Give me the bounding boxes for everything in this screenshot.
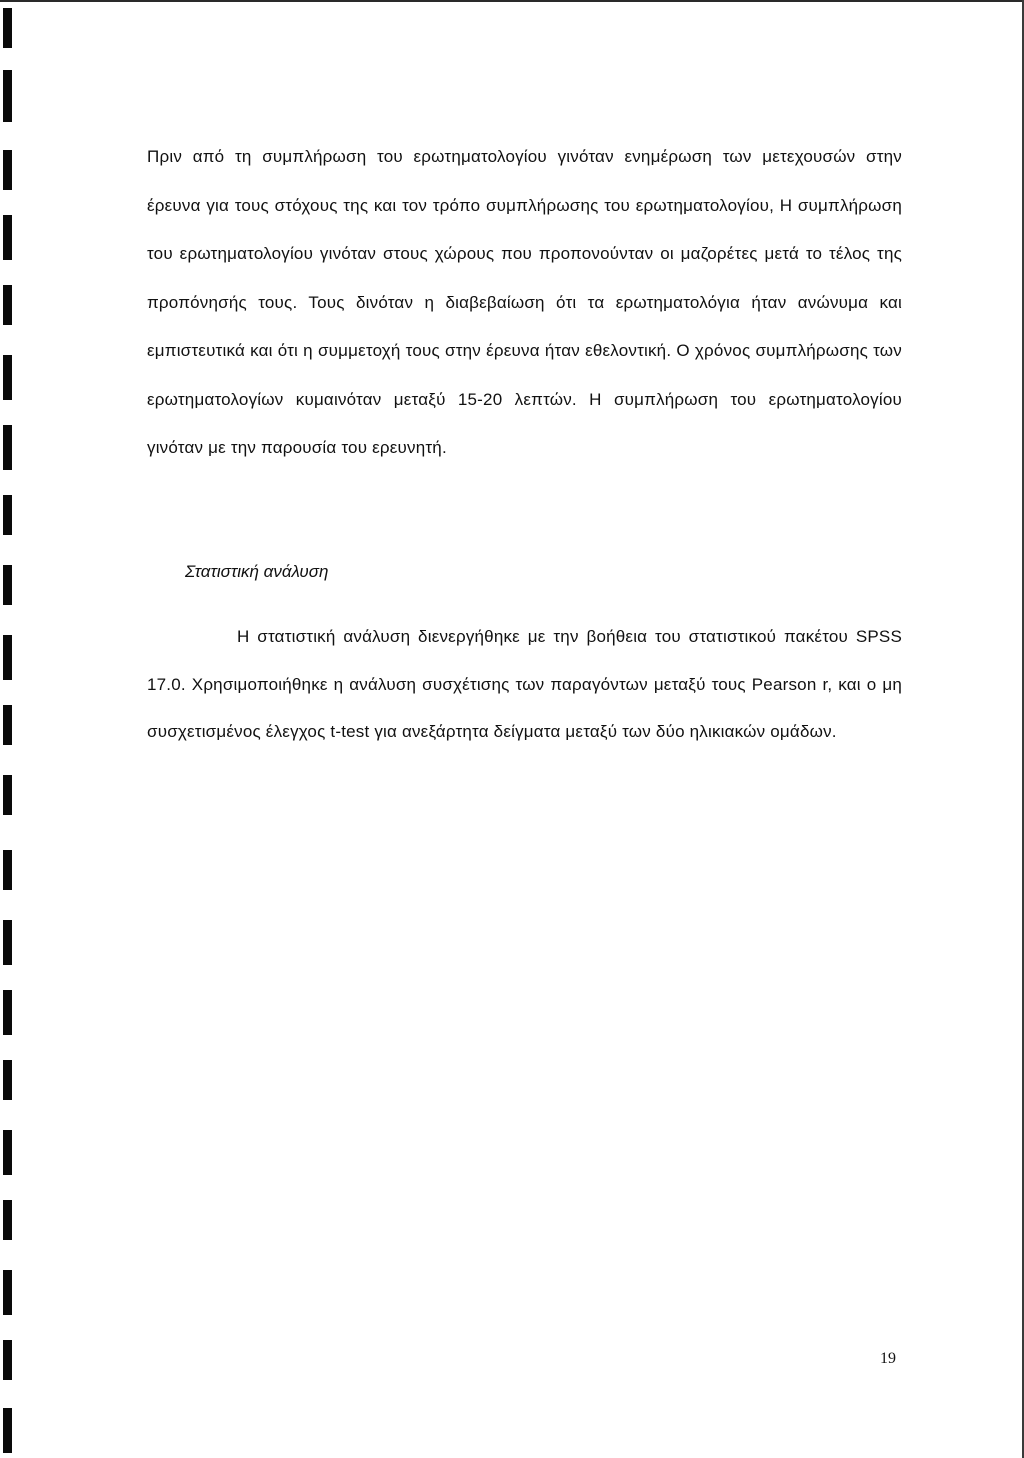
section-heading-statistical-analysis: Στατιστική ανάλυση <box>185 562 329 581</box>
page-number: 19 <box>880 1350 896 1367</box>
body-paragraph-statistics: Η στατιστική ανάλυση διενεργήθηκε με την βοήθεια του στατιστικού πακέτου SPSS 17.0. Χρησιμοποιήθηκε η ανάλυση συσχέτισης των παραγόντων μεταξύ τους Pearson r, και ο μη συσχετισμένος έλεγχος t-test για ανεξάρτητα δείγματα μεταξύ των δύο ηλικιακών ομάδων. <box>147 627 902 741</box>
scan-top-edge <box>0 0 1024 2</box>
body-paragraph-procedure: Πριν από τη συμπλήρωση του ερωτηματολογίου γινόταν ενημέρωση των μετεχουσών στην έρευνα για τους στόχους της και τον τρόπο συμπλήρωσης του ερωτηματολογίου, Η συμπλήρωση του ερωτηματολογίου γινόταν στους χώρους που προπονούνταν οι μαζορέτες μετά το τέλος της προπόνησής τους. Τους δινόταν η διαβεβαίωση ότι τα ερωτηματολόγια ήταν ανώνυμα και εμπιστευτικά και ότι η συμμετοχή τους στην έρευνα ήταν εθελοντική. Ο χρόνος συμπλήρωσης των ερωτηματολογίων κυμαινόταν μεταξύ 15-20 λεπτών. Η συμπλήρωση του ερωτηματολογίου γινόταν με την παρουσία του ερευνητή. <box>147 147 902 457</box>
film-strip-edge <box>0 0 16 1458</box>
